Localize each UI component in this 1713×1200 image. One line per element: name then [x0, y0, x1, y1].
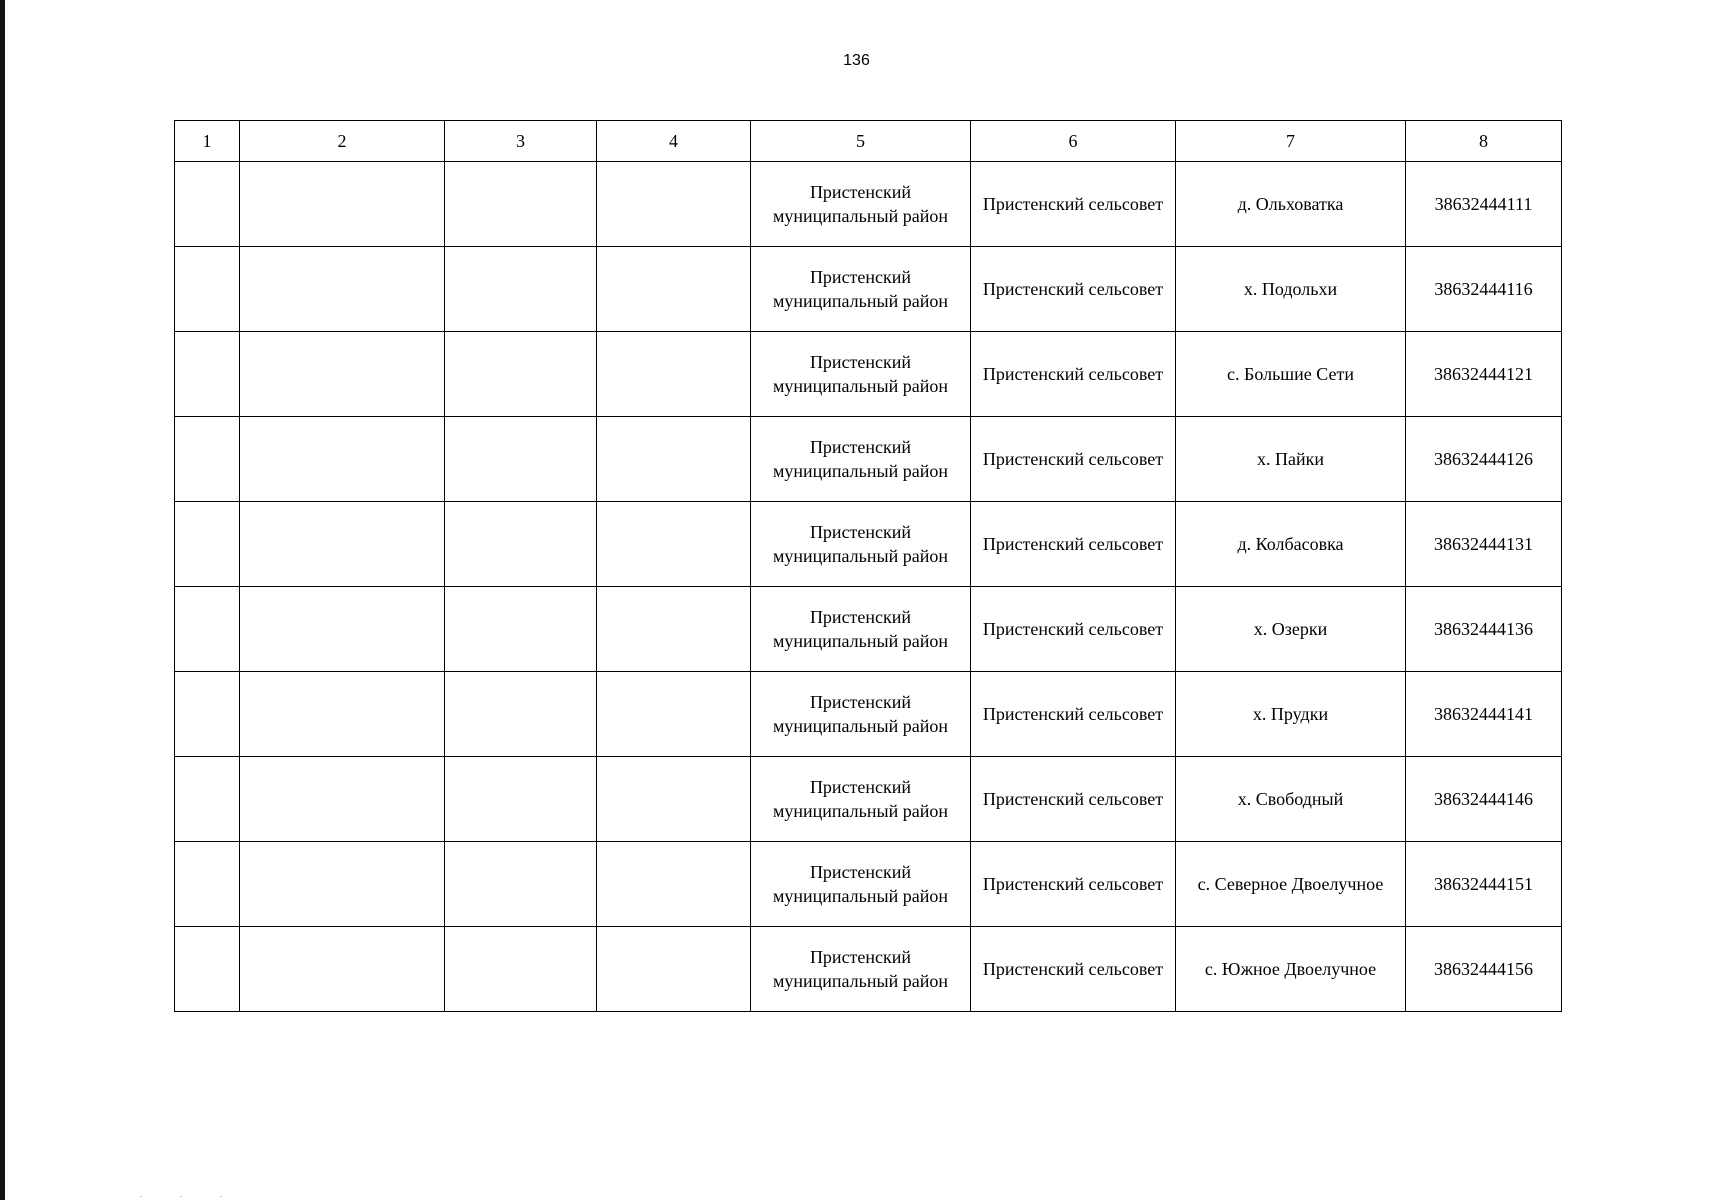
cell-code: 38632444126	[1406, 417, 1562, 502]
district-type-line: муниципальный район	[772, 291, 948, 311]
cell-locality: с. Южное Двоелучное	[1176, 927, 1406, 1012]
cell-locality: х. Пайки	[1176, 417, 1406, 502]
cell-c1	[175, 502, 240, 587]
district-type-line: муниципальный район	[772, 546, 948, 566]
cell-c4	[597, 587, 751, 672]
district-name-line: Пристенский	[809, 267, 912, 287]
cell-locality: д. Колбасовка	[1176, 502, 1406, 587]
cell-locality: с. Северное Двоелучное	[1176, 842, 1406, 927]
cell-c2	[240, 757, 445, 842]
cell-settlement-council: Пристенский сельсовет	[971, 842, 1176, 927]
cell-municipal-district	[751, 502, 971, 587]
cell-c1	[175, 332, 240, 417]
district-type-line: муниципальный район	[772, 971, 948, 991]
cell-settlement-council: Пристенский сельсовет	[971, 417, 1176, 502]
column-header: 3	[445, 121, 597, 162]
cell-c2	[240, 247, 445, 332]
table-row	[175, 502, 1562, 587]
cell-c2	[240, 587, 445, 672]
column-header: 7	[1176, 121, 1406, 162]
cell-c3	[445, 332, 597, 417]
table-row	[175, 162, 1562, 247]
cell-municipal-district	[751, 927, 971, 1012]
cell-settlement-council: Пристенский сельсовет	[971, 927, 1176, 1012]
cell-settlement-council: Пристенский сельсовет	[971, 672, 1176, 757]
cell-c3	[445, 672, 597, 757]
district-name-line: Пристенский	[809, 692, 912, 712]
district-type-line: муниципальный район	[772, 631, 948, 651]
table-row	[175, 757, 1562, 842]
cell-c4	[597, 842, 751, 927]
table-row	[175, 927, 1562, 1012]
cell-c3	[445, 162, 597, 247]
district-name-line: Пристенский	[809, 437, 912, 457]
cell-c1	[175, 757, 240, 842]
cell-settlement-council: Пристенский сельсовет	[971, 502, 1176, 587]
cell-municipal-district	[751, 332, 971, 417]
district-type-line: муниципальный район	[772, 461, 948, 481]
cell-code: 38632444121	[1406, 332, 1562, 417]
cell-c2	[240, 417, 445, 502]
cell-municipal-district	[751, 672, 971, 757]
column-header: 6	[971, 121, 1176, 162]
cell-settlement-council: Пристенский сельсовет	[971, 162, 1176, 247]
cell-c2	[240, 332, 445, 417]
cell-municipal-district	[751, 162, 971, 247]
cell-code: 38632444146	[1406, 757, 1562, 842]
cell-c1	[175, 672, 240, 757]
cell-c2	[240, 162, 445, 247]
cell-c4	[597, 417, 751, 502]
cell-settlement-council: Пристенский сельсовет	[971, 332, 1176, 417]
district-name-line: Пристенский	[809, 607, 912, 627]
cell-c4	[597, 927, 751, 1012]
cell-c3	[445, 247, 597, 332]
table-row	[175, 247, 1562, 332]
cell-code: 38632444151	[1406, 842, 1562, 927]
cell-code: 38632444156	[1406, 927, 1562, 1012]
cell-c3	[445, 927, 597, 1012]
cell-settlement-council: Пристенский сельсовет	[971, 247, 1176, 332]
cell-c4	[597, 672, 751, 757]
district-name-line: Пристенский	[809, 862, 912, 882]
table-row	[175, 587, 1562, 672]
table-header	[175, 121, 1562, 162]
cell-c4	[597, 247, 751, 332]
cell-locality: х. Прудки	[1176, 672, 1406, 757]
cell-code: 38632444141	[1406, 672, 1562, 757]
cell-settlement-council: Пристенский сельсовет	[971, 757, 1176, 842]
district-type-line: муниципальный район	[772, 886, 948, 906]
scan-artifact	[140, 1196, 250, 1197]
cell-locality: с. Большие Сети	[1176, 332, 1406, 417]
district-name-line: Пристенский	[809, 947, 912, 967]
district-type-line: муниципальный район	[772, 801, 948, 821]
cell-c4	[597, 332, 751, 417]
column-header: 8	[1406, 121, 1562, 162]
cell-locality: х. Озерки	[1176, 587, 1406, 672]
cell-c4	[597, 502, 751, 587]
column-header: 1	[175, 121, 240, 162]
table-body	[175, 162, 1562, 1012]
cell-code: 38632444131	[1406, 502, 1562, 587]
district-name-line: Пристенский	[809, 352, 912, 372]
column-header: 4	[597, 121, 751, 162]
table-row	[175, 417, 1562, 502]
cell-c4	[597, 162, 751, 247]
header-row	[175, 121, 1562, 162]
district-name-line: Пристенский	[809, 182, 912, 202]
cell-c3	[445, 502, 597, 587]
cell-code: 38632444136	[1406, 587, 1562, 672]
table-row	[175, 672, 1562, 757]
cell-c3	[445, 587, 597, 672]
cell-settlement-council: Пристенский сельсовет	[971, 587, 1176, 672]
table-row	[175, 842, 1562, 927]
cell-locality: д. Ольховатка	[1176, 162, 1406, 247]
district-type-line: муниципальный район	[772, 716, 948, 736]
cell-locality: х. Свободный	[1176, 757, 1406, 842]
cell-c1	[175, 587, 240, 672]
cell-locality: х. Подольхи	[1176, 247, 1406, 332]
district-name-line: Пристенский	[809, 777, 912, 797]
cell-c1	[175, 162, 240, 247]
cell-municipal-district	[751, 247, 971, 332]
district-name-line: Пристенский	[809, 522, 912, 542]
table-row	[175, 332, 1562, 417]
scan-left-edge	[0, 0, 5, 1200]
cell-municipal-district	[751, 842, 971, 927]
cell-c2	[240, 842, 445, 927]
district-type-line: муниципальный район	[772, 206, 948, 226]
cell-c3	[445, 842, 597, 927]
cell-municipal-district	[751, 417, 971, 502]
cell-c1	[175, 927, 240, 1012]
cell-c4	[597, 757, 751, 842]
cell-c2	[240, 502, 445, 587]
cell-c2	[240, 927, 445, 1012]
cell-c1	[175, 417, 240, 502]
district-type-line: муниципальный район	[772, 376, 948, 396]
cell-c1	[175, 842, 240, 927]
cell-c2	[240, 672, 445, 757]
column-header: 2	[240, 121, 445, 162]
cell-c3	[445, 757, 597, 842]
cell-municipal-district	[751, 587, 971, 672]
data-table	[174, 120, 1562, 1012]
cell-c1	[175, 247, 240, 332]
cell-municipal-district	[751, 757, 971, 842]
cell-code: 38632444111	[1406, 162, 1562, 247]
cell-code: 38632444116	[1406, 247, 1562, 332]
column-header: 5	[751, 121, 971, 162]
page-number: 136	[843, 52, 870, 69]
cell-c3	[445, 417, 597, 502]
